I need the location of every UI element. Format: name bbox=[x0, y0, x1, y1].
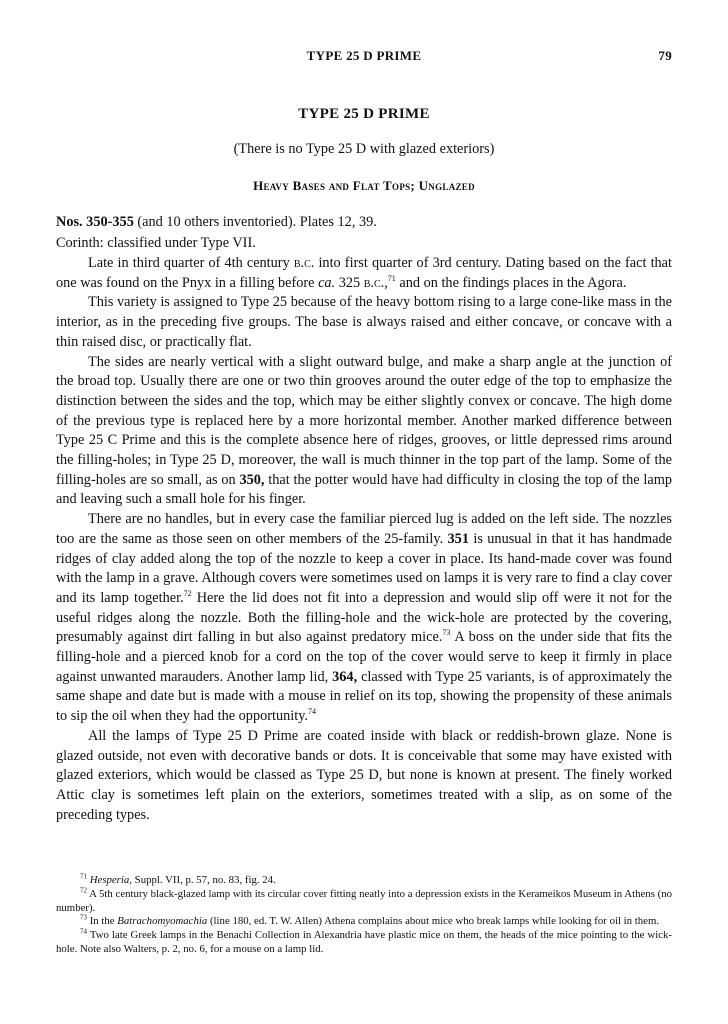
page bbox=[56, 48, 672, 825]
lamp-number-350: 350, bbox=[239, 471, 265, 488]
paragraph-variety: This variety is assigned to Type 25 because of the heavy bottom rising to a large cone-like mass in the interior, as in the preceding five groups. The base is always raised and either concave, or concave with a thin raised disc, or practically flat. bbox=[56, 294, 672, 350]
corinth-classification: Corinth: classified under Type VII. bbox=[56, 235, 256, 251]
subtitle: (There is no Type 25 D with glazed exteriors) bbox=[233, 141, 495, 157]
category-heading: Heavy Bases and Flat Tops; Unglazed bbox=[253, 178, 475, 193]
lamp-number-364: 364, bbox=[332, 668, 358, 685]
paragraph-dating: Late in third quarter of 4th century b.c. into first quarter of 3rd century. Dating based on the fact that one was found on the Pnyx in a filling before ca. 325 b.c.,$^{71}$ and on the findings places in the Agora. bbox=[56, 255, 673, 291]
running-head bbox=[56, 48, 672, 68]
catalogue-numbers bbox=[56, 214, 672, 231]
paragraph-handles: There are no handles, but in every case the familiar pierced lug is added on the left side. The nozzles too are the same as those seen on other members of the 25-family. 351 is unusual in that it has handmade ridges of clay added along the top of the nozzle to keep a cover in place. Its hand-made cover was found with the lamp in a grave. Although covers were sometimes used on lamps it is very rare to find a clay cover and its lamp together.$^{72}$ Here the lid does not fit into a depression and would slip off were it not for the useful ridges along the nozzle. Both the filling-hole and the wick-hole are protected by the covering, presumably against dirt falling in but also against predatory mice.$^{73}$ A boss on the under side that fits the filling-hole and a pierced knob for a cord on the top of the cover would serve to keep it firmly in place against unwanted marauders. Another lamp lid, 364, classed with Type 25 variants, is of approximately the same shape and date but is made with a mouse in relief on its top, showing the propensity of these animals to sip the oil when they had the opportunity.$^{74}$ bbox=[56, 511, 673, 725]
footnotes bbox=[56, 874, 672, 957]
footnote-ref-72[interactable]: 72 bbox=[183, 589, 192, 599]
footnote-73: $^{73}$ In the Batrachomyomachia (line 180, ed. T. W. Allen) Athena complains about mice who break lamps while looking for oil in them. bbox=[80, 913, 660, 928]
footnote-ref-73[interactable]: 73 bbox=[442, 628, 451, 638]
section-title: TYPE 25 D PRIME bbox=[298, 106, 430, 122]
footnote-72: $^{72}$ A 5th century black-glazed lamp with its circular cover fitting neatly into a depression exists in the Kerameikos Museum in Athens (no number). bbox=[56, 886, 672, 914]
footnote-74: $^{74}$ Two late Greek lamps in the Benachi Collection in Alexandria have plastic mice on them, the heads of the mice pointing to the wick-hole. Note also Walters, p. 2, no. 6, for a mouse on a lamp lid. bbox=[56, 927, 673, 955]
footnote-ref-74[interactable]: 74 bbox=[308, 707, 317, 717]
catalogue-numbers-label: Nos. 350-355 bbox=[56, 214, 134, 230]
body-text bbox=[56, 254, 672, 825]
footnote-71: $^{71}$ Hesperia, Suppl. VII, p. 57, no. 83, fig. 24. bbox=[80, 872, 276, 886]
paragraph-sides: The sides are nearly vertical with a slight outward bulge, and make a sharp angle at the junction of the broad top. Usually there are one or two thin grooves around the outer edge of the top to emphasize the distinction between the sides and the top, which may be either slightly convex or concave. The high dome of the previous type is replaced here by a more horizontal member. Another marked difference between Type 25 C Prime and this is the complete absence here of ridges, grooves, or little depressed rims around the filling-holes; in Type 25 D, moreover, the wall is much thinner in the top part of the lamp. Some of the filling-holes are so small, as on 350, that the potter would have had difficulty in closing the top of the lamp and leaving such a small hole for his finger. bbox=[56, 353, 672, 508]
page-number: 79 bbox=[658, 48, 672, 63]
footnote-ref-71[interactable]: 71 bbox=[387, 273, 396, 283]
running-title: TYPE 25 D PRIME bbox=[306, 48, 422, 63]
catalogue-numbers-rest: (and 10 others inventoried). Plates 12, 39. bbox=[133, 214, 377, 230]
lamp-number-351: 351 bbox=[447, 530, 469, 547]
paragraph-glaze: All the lamps of Type 25 D Prime are coated inside with black or reddish-brown glaze. None is glazed outside, not even with decorative bands or dots. It is conceivable that some may have existed with glazed exteriors, which would be classed as Type 25 D, but none is known at present. The finely worked Attic clay is sometimes left plain on the exteriors, sometimes treated with a slip, as on some of the preceding types. bbox=[56, 727, 672, 823]
